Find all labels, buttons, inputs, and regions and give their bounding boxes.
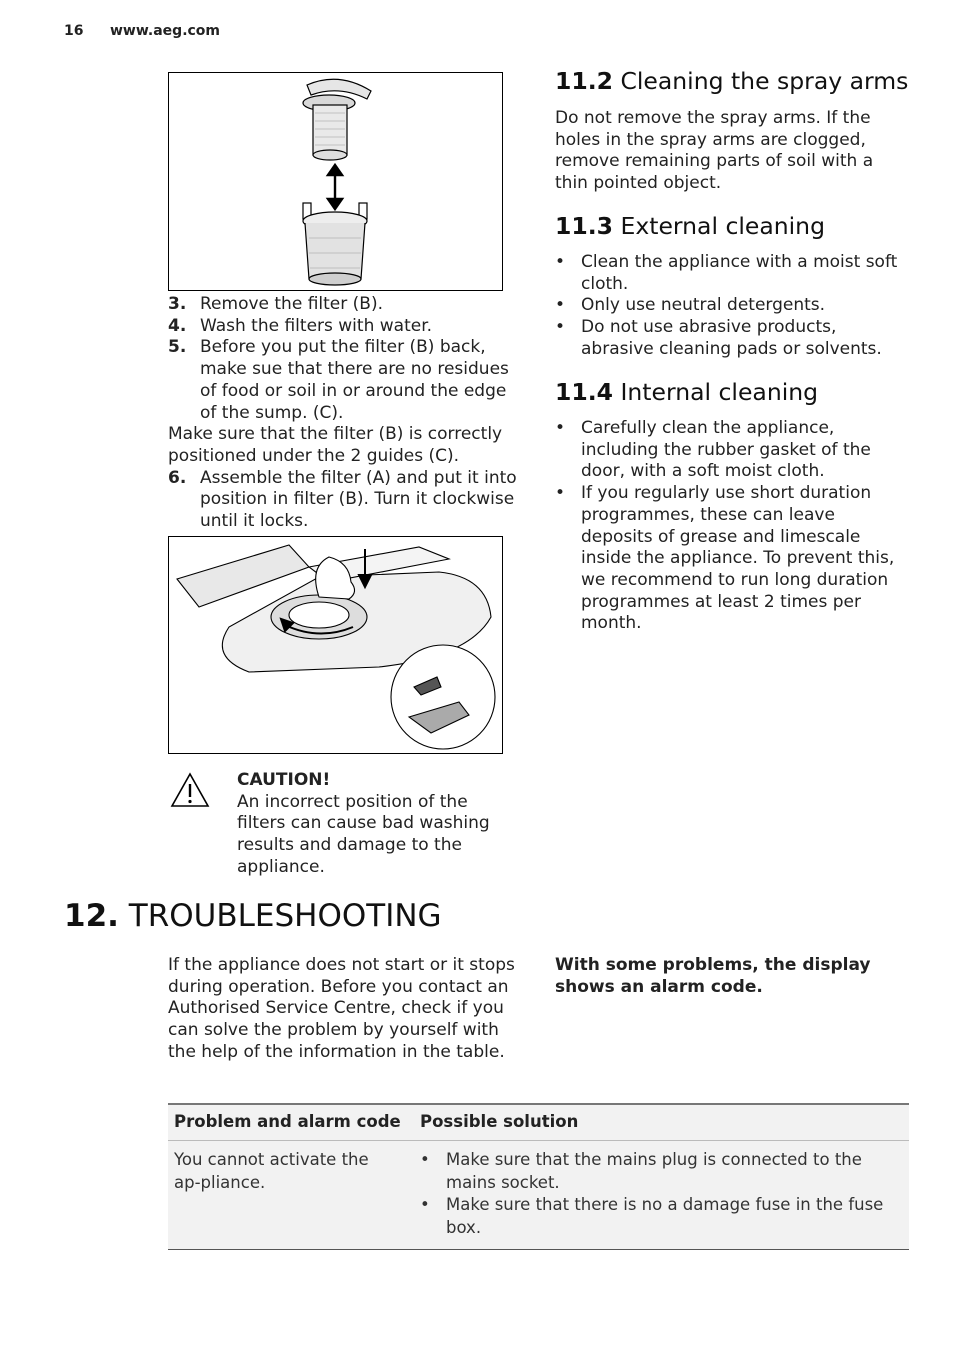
warning-icon <box>170 772 210 808</box>
list-item: • If you regularly use short duration programmes, these can leave deposits of grease and limescale inside the appliance. To prevent this, we recommend to run long duration programmes at least 2 times per month. <box>555 483 895 634</box>
problem-cell: You cannot activate the ap-pliance. <box>168 1141 414 1250</box>
alarm-code-note: With some problems, the display shows an alarm code. <box>555 955 871 997</box>
section-11-4-list <box>555 418 905 635</box>
column-header-problem: Problem and alarm code <box>168 1104 414 1141</box>
table-header-row <box>168 1104 909 1141</box>
steps-3-to-5 <box>168 294 518 533</box>
filter-assembly-illustration <box>168 536 503 754</box>
list-item: • Carefully clean the appliance, including the rubber gasket of the door, with a soft moist cloth. <box>555 418 871 482</box>
section-11-2-text: Do not remove the spray arms. If the holes in the spray arms are clogged, remove remaining parts of soil with a thin pointed object. <box>555 108 874 194</box>
filter-removal-illustration <box>168 72 503 291</box>
list-item: 5. Before you put the filter (B) back, make sue that there are no residues of food or soil in or around the edge of the sump. (C). <box>168 337 509 423</box>
column-header-solution: Possible solution <box>414 1104 909 1141</box>
list-item: • Make sure that there is no a damage fuse in the fuse box. <box>420 1195 884 1237</box>
list-item: 6. Assemble the filter (A) and put it into position in filter (B). Turn it clockwise until it locks. <box>168 467 517 532</box>
troubleshooting-table <box>168 1103 909 1250</box>
page-number: 16 <box>64 23 84 39</box>
guides-note: Make sure that the filter (B) is correctly positioned under the 2 guides (C). <box>168 424 503 466</box>
caution-block <box>237 770 497 879</box>
list-item: • Only use neutral detergents. <box>555 295 826 316</box>
list-item: • Do not use abrasive products, abrasive cleaning pads or solvents. <box>555 317 882 359</box>
list-item: 4. Wash the filters with water. <box>168 315 433 336</box>
caution-title: CAUTION! <box>237 770 331 790</box>
chapter-12-title: 12. TROUBLESHOOTING <box>64 898 442 934</box>
list-item: • Make sure that the mains plug is connected to the mains socket. <box>420 1150 862 1192</box>
caution-text: An incorrect position of the filters can cause bad washing results and damage to the appliance. <box>237 791 490 877</box>
section-11-3-heading: 11.3 External cleaning <box>555 212 825 240</box>
solution-cell <box>414 1141 909 1250</box>
header-url: www.aeg.com <box>110 23 221 39</box>
troubleshooting-intro: If the appliance does not start or it stops during operation. Before you contact an Authorised Service Centre, check if you can solve the problem by yourself with the help of the information in the table. <box>168 955 515 1062</box>
section-11-3-list <box>555 252 905 361</box>
section-11-4-heading: 11.4 Internal cleaning <box>555 378 819 406</box>
table-row <box>168 1141 909 1250</box>
section-11-2-heading: 11.2 Cleaning the spray arms <box>555 67 909 95</box>
list-item: 3. Remove the filter (B). <box>168 294 383 314</box>
list-item: • Clean the appliance with a moist soft cloth. <box>555 252 898 294</box>
